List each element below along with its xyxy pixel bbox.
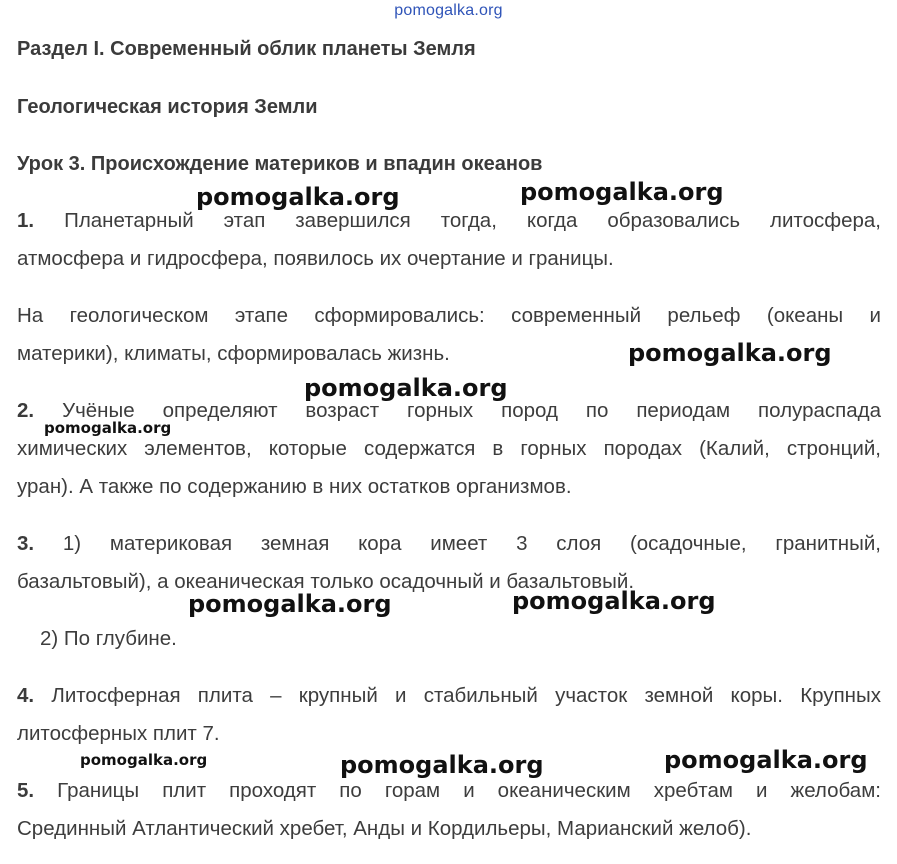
answer-3 (17, 525, 881, 601)
watermark: pomogalka.org (304, 374, 508, 402)
answer-5-line-1: 5. Границы плит проходят по горам и океаническим хребтам и желобам: (17, 779, 881, 802)
watermark: pomogalka.org (664, 746, 868, 774)
answer-4-line-2: литосферных плит 7. (17, 722, 220, 745)
watermark: pomogalka.org (512, 587, 716, 615)
answer-3-line-2: базальтовый), а океаническая только осадочный и базальтовый. (17, 570, 635, 593)
answer-4 (17, 677, 881, 753)
section-heading: Раздел I. Современный облик планеты Земля (17, 38, 476, 60)
answer-1b-line-2: материки), климаты, сформировалась жизнь. (17, 342, 450, 365)
answer-1-number: 1. (17, 209, 35, 232)
answer-3-number: 3. (17, 532, 35, 555)
lesson-heading: Урок 3. Происхождение материков и впадин океанов (17, 153, 543, 175)
watermark: pomogalka.org (80, 751, 208, 769)
answer-3-item-2 (40, 620, 880, 658)
answer-1 (17, 202, 881, 278)
watermark: pomogalka.org (188, 590, 392, 618)
answer-2-line-3: уран). А также по содержанию в них остатков организмов. (17, 475, 572, 498)
answer-5 (17, 772, 881, 848)
answer-1-line-2: атмосфера и гидросфера, появилось их очертание и границы. (17, 247, 614, 270)
answer-5-number: 5. (17, 779, 35, 802)
answer-1b-line-1: На геологическом этапе сформировались: современный рельеф (океаны и (17, 304, 881, 327)
watermark: pomogalka.org (44, 419, 172, 437)
answer-5-line-2: Срединный Атлантический хребет, Анды и Кордильеры, Марианский желоб). (17, 817, 752, 840)
top-watermark: pomogalka.org (394, 2, 503, 19)
answer-2 (17, 392, 881, 506)
watermark: pomogalka.org (520, 178, 724, 206)
answer-2-line-2: химических элементов, которые содержатся в горных породах (Калий, стронций, (17, 437, 881, 460)
watermark: pomogalka.org (340, 751, 544, 779)
answer-3b-line-1: 2) По глубине. (40, 627, 177, 650)
answer-2-line-1: 2. Учёные определяют возраст горных пород по периодам полураспада (17, 399, 881, 422)
answer-4-line-1: 4. Литосферная плита – крупный и стабильный участок земной коры. Крупных (17, 684, 881, 707)
watermark: pomogalka.org (196, 183, 400, 211)
answer-3-line-1: 3. 1) материковая земная кора имеет 3 слоя (осадочные, гранитный, (17, 532, 881, 555)
answer-4-number: 4. (17, 684, 35, 707)
answer-2-number: 2. (17, 399, 35, 422)
answer-1-line-1: 1. Планетарный этап завершился тогда, когда образовались литосфера, (17, 209, 881, 232)
watermark: pomogalka.org (628, 339, 832, 367)
topic-heading: Геологическая история Земли (17, 96, 318, 118)
